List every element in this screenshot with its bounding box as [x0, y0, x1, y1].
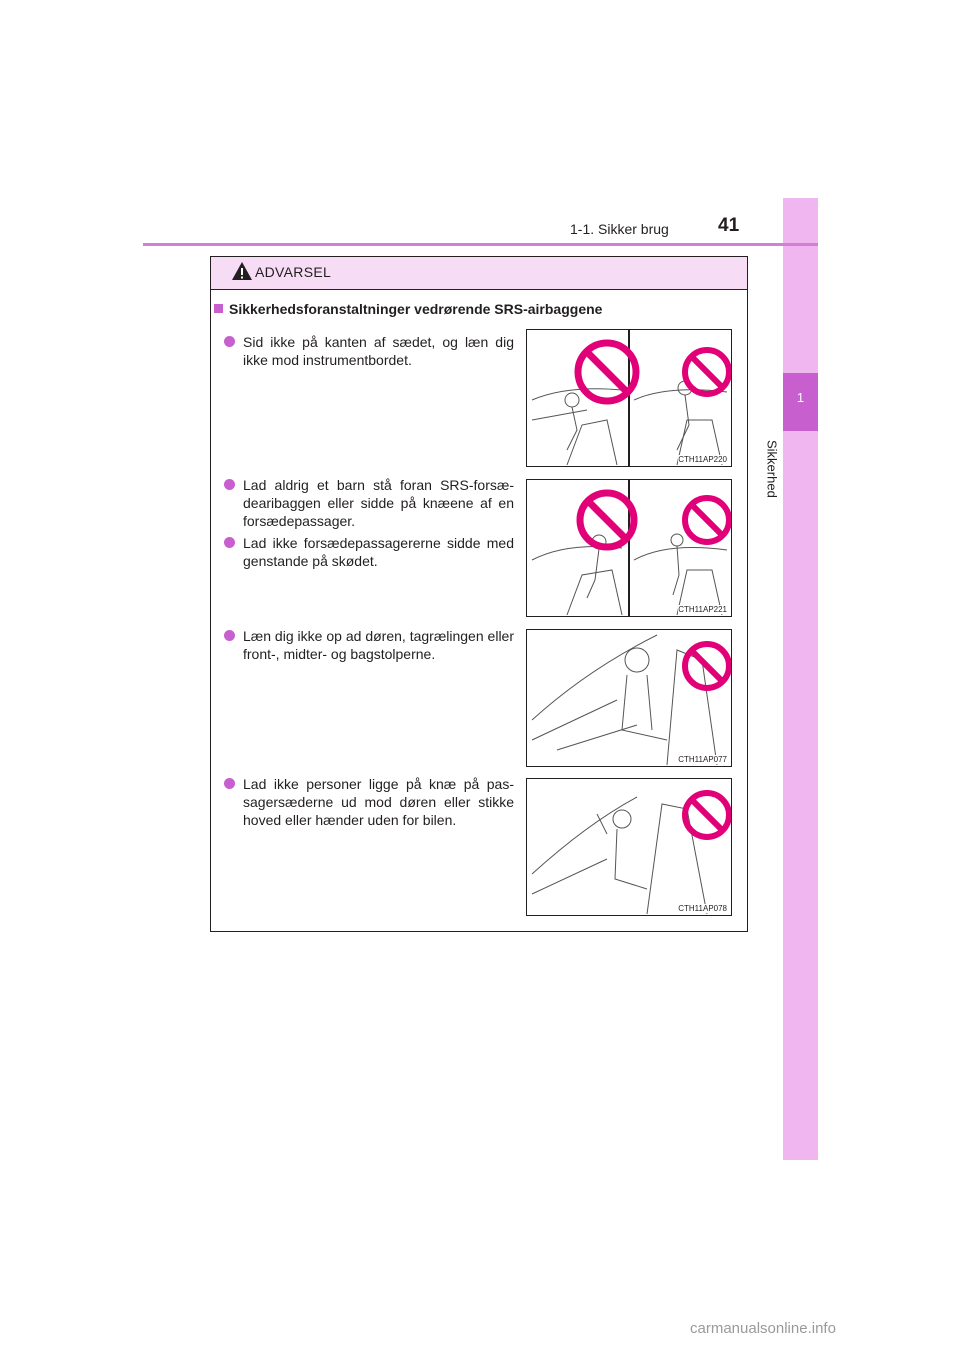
header-rule [143, 243, 818, 246]
figure-child-front [526, 479, 732, 617]
prohibition-icon [580, 493, 634, 547]
prohibition-icon [685, 644, 729, 688]
bullet-item: Sid ikke på kanten af sædet, og læn dig ikke mod instrumentbordet. [224, 333, 514, 369]
figure-code: CTH11AP221 [678, 605, 727, 614]
side-tab-label: Sikkerhed [764, 440, 780, 498]
chapter-title: 1-1. Sikker brug [570, 221, 669, 237]
prohibition-icon [578, 343, 636, 401]
figure-code: CTH11AP078 [678, 904, 727, 913]
figure-code: CTH11AP077 [678, 755, 727, 764]
bullet-item: Lad ikke personer ligge på knæ på pas-sagersæderne ud mod døren eller stikke hoved eller hænder uden for bilen. [224, 775, 514, 829]
warning-header [211, 257, 747, 290]
bullet-dot-icon [224, 630, 235, 641]
warning-triangle-icon [231, 261, 253, 281]
bullet-dot-icon [224, 479, 235, 490]
figure-kneeling-seat [526, 778, 732, 916]
bullet-dot-icon [224, 537, 235, 548]
figure-code: CTH11AP220 [678, 455, 727, 464]
prohibition-icon [685, 498, 729, 542]
bullet-item: Lad aldrig et barn stå foran SRS-forsæ-dearibaggen eller sidde på knæene af en forsædepassager. [224, 476, 514, 530]
figure-leaning-dashboard [526, 329, 732, 467]
bullet-dot-icon [224, 336, 235, 347]
page-number: 41 [718, 215, 740, 236]
bullet-item: Lad ikke forsædepassagererne sidde med genstande på skødet. [224, 534, 514, 570]
figure-leaning-door [526, 629, 732, 767]
prohibition-icon [685, 793, 729, 837]
warning-title: ADVARSEL [255, 264, 332, 280]
bullet-dot-icon [224, 778, 235, 789]
section-square-icon [214, 304, 223, 313]
prohibition-icon [685, 350, 729, 394]
side-tab-number: 1 [796, 390, 805, 405]
section-title: Sikkerhedsforanstaltninger vedrørende SRS-airbaggene [214, 301, 602, 317]
bullet-item: Læn dig ikke op ad døren, tagrælingen eller front-, midter- og bagstolperne. [224, 627, 514, 663]
watermark: carmanualsonline.info [690, 1320, 836, 1337]
